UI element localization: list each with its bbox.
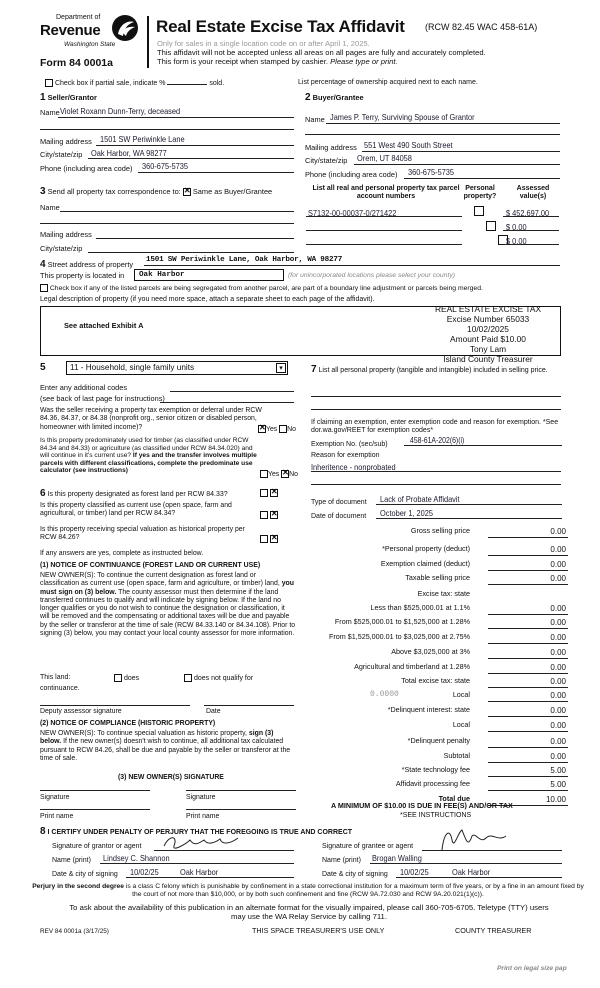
treasurer-use-only: THIS SPACE TREASURER'S USE ONLY — [252, 926, 385, 935]
grantor-date-label: Date & city of signing — [52, 871, 118, 878]
doc-type[interactable]: Lack of Probate Affidavit — [380, 494, 460, 504]
q-timber-bold: If yes and the transfer involves multiple parcels with different classifications, complete the predominate use calculator (see instructions) — [40, 452, 257, 475]
current-use-answers — [260, 511, 278, 520]
tax-row — [300, 527, 568, 539]
segregated-row — [40, 284, 483, 293]
forest-no-checkbox[interactable] — [270, 489, 278, 497]
tax-row-value[interactable]: 0.00 — [488, 706, 568, 717]
seller-heading — [40, 92, 97, 104]
seller-city[interactable]: Oak Harbor, WA 98277 — [91, 148, 167, 158]
tax-row-label: Local — [452, 690, 470, 699]
deputy-signature-label: Deputy assessor signature — [40, 708, 122, 715]
new-owner-print-label-2: Print name — [186, 813, 220, 820]
doc-date[interactable]: October 1, 2025 — [380, 508, 434, 518]
section-4-number: 4 — [40, 259, 46, 270]
legal-description-text: See attached Exhibit A — [64, 321, 144, 330]
assessed-value-1[interactable]: $ 452,697.00 — [506, 208, 550, 218]
does-not-label: does not qualify for — [193, 674, 254, 682]
tax-row-value[interactable]: 0.00 — [488, 677, 568, 688]
partial-sale-label: Check box if partial sale, indicate % — [54, 79, 166, 87]
notice-continuance-bold: you must sign on (3) below. — [40, 580, 294, 596]
historic-question: Is this property receiving special valuation as historical property per RCW 84.26? — [40, 526, 245, 542]
notice-compliance-bold: sign (3) below. — [40, 730, 274, 746]
current-use-question: Is this property classified as current use (open space, farm and agricultural, or timber) land per RCW 84.34? — [40, 502, 232, 518]
tax-row-label: *State technology fee — [401, 765, 470, 774]
notice-continuance-a: NEW OWNER(S): To continue the current designation as forest land or classification as current use (open space, farm and agriculture, or timber) land, — [40, 572, 280, 588]
partial-sale-sold: sold. — [209, 79, 225, 87]
tax-row-value[interactable]: 0.00 — [488, 648, 568, 659]
county-treasurer-label: COUNTY TREASURER — [455, 926, 532, 935]
subtitle-2-italic: Please type or print. — [330, 57, 398, 66]
does-option — [114, 674, 139, 683]
q-timber-answers — [260, 470, 298, 479]
tax-row-label: Taxable selling price — [405, 573, 470, 582]
located-city[interactable]: Oak Harbor — [134, 269, 284, 281]
logo-dept: Department of — [56, 14, 101, 21]
continuance-label: continuance. — [40, 685, 80, 692]
tax-row — [300, 574, 568, 586]
grantee-name-label: Name (print) — [322, 857, 361, 864]
buyer-mailing[interactable]: 551 West 490 South Street — [364, 140, 453, 150]
street-label: Street address of property — [47, 260, 134, 269]
stamp-line-4: Amount Paid $10.00 — [450, 333, 526, 344]
section-8-number: 8 — [40, 826, 46, 837]
tax-row-value[interactable]: 0.00 — [488, 663, 568, 674]
partial-sale-checkbox[interactable] — [45, 79, 53, 87]
q-timber-agriculture — [40, 437, 262, 475]
tax-row-label: Total due — [438, 794, 470, 803]
seller-city-label: City/state/zip — [40, 150, 83, 159]
does-not-checkbox[interactable] — [184, 674, 192, 682]
ownership-label: List percentage of ownership acquired next to each name. — [298, 79, 478, 86]
tax-row — [300, 663, 568, 675]
q-exemption-answers — [258, 425, 296, 434]
no-label: No — [289, 470, 298, 478]
perjury-bold: Perjury in the second degree — [32, 883, 124, 890]
does-not-option — [184, 674, 253, 683]
tax-row — [300, 633, 568, 645]
exemption-no-label: Exemption No. (sec/sub) — [311, 441, 388, 448]
exemption-reason-label: Reason for exemption — [311, 452, 380, 459]
deputy-date-label: Date — [206, 708, 221, 715]
grantee-signature-icon[interactable] — [436, 826, 526, 854]
personal-col-header: Personal property? — [463, 185, 497, 201]
revision-label: REV 84 0001a (3/17/25) — [40, 928, 109, 935]
forest-land-question: Is this property designated as forest land per RCW 84.33? — [47, 491, 228, 498]
tax-row-value[interactable]: 0.00 — [488, 545, 568, 556]
doc-type-label: Type of document — [311, 499, 367, 506]
located-label: This property is located in — [40, 271, 125, 280]
tax-row-label: Gross selling price — [410, 526, 470, 535]
buyer-city-label: City/state/zip — [305, 156, 348, 165]
land-use-value: 11 - Household, single family units — [70, 363, 195, 372]
tax-row — [300, 618, 568, 630]
grantee-signature-label: Signature of grantee or agent — [322, 843, 414, 850]
buyer-heading — [305, 92, 364, 104]
tax-row-value[interactable]: 10.00 — [488, 795, 568, 806]
perjury-text: is a class C felony which is punishable by confinement in a state correctional institution for a maximum term of five years, or by a fine in an amount fixed by the court of not more than $10,000, or by both such confinement and fine (RCW 9A.72.030 and RCW 9A.20.021(1)(c)). — [125, 883, 584, 899]
tax-row-value[interactable]: 0.00 — [488, 633, 568, 644]
timber-yes-checkbox[interactable] — [260, 470, 268, 478]
stamp-line-3: 10/02/2025 — [467, 323, 509, 334]
personal-property-checkbox-1[interactable] — [474, 206, 484, 216]
tax-row-label: *Delinquent interest: state — [387, 705, 470, 714]
yes-label: Yes — [268, 470, 280, 478]
new-owner-print-label-1: Print name — [40, 813, 74, 820]
tax-row — [300, 545, 568, 557]
tax-row-label: *Delinquent penalty — [407, 736, 470, 745]
current-use-yes-checkbox[interactable] — [260, 511, 268, 519]
exemption-number[interactable]: 458-61A-202(6)(i) — [410, 436, 465, 445]
grantee-name[interactable]: Brogan Walling — [372, 853, 422, 863]
buyer-phone-label: Phone (including area code) — [305, 170, 398, 179]
parcel-1[interactable]: S7132-00-00037-0/271422 — [308, 208, 397, 218]
tax-row-value[interactable]: 0.00 — [488, 752, 568, 763]
minimum-due-note: A MINIMUM OF $10.00 IS DUE IN FEE(S) AND/OR TAX — [331, 801, 513, 810]
notice-compliance-b: If the new owner(s) doesn't wish to continue, all additional tax calculated pursuant to RCW 84.26, shall be due and payable by the seller or transferor at the time of sale. — [40, 738, 291, 762]
seller-mailing-label: Mailing address — [40, 137, 92, 146]
stamp-line-1: REAL ESTATE EXCISE TAX — [434, 304, 542, 314]
certify-text: I CERTIFY UNDER PENALTY OF PERJURY THAT THE FOREGOING IS TRUE AND CORRECT — [47, 829, 353, 836]
logo-revenue: Revenue — [40, 22, 101, 39]
additional-codes-label: Enter any additional codes — [40, 383, 128, 392]
section-5-number: 5 — [40, 362, 46, 373]
assessed-value-3[interactable]: $ 0.00 — [506, 236, 527, 246]
grantee-date[interactable]: 10/02/25 — [400, 867, 429, 877]
notice-continuance-title: (1) NOTICE OF CONTINUANCE (FOREST LAND OR CURRENT USE) — [40, 562, 261, 569]
tax-row — [300, 737, 568, 749]
buyer-city[interactable]: Orem, UT 84058 — [357, 153, 412, 163]
tax-row-label: Above $3,025,000 at 3% — [391, 647, 470, 656]
notice-compliance-text — [40, 730, 296, 763]
section-3-city-label: City/state/zip — [40, 244, 83, 253]
tax-row-value[interactable]: 5.00 — [488, 766, 568, 777]
see-instructions-note: *SEE INSTRUCTIONS — [400, 812, 472, 819]
forest-answers — [260, 489, 278, 498]
local-rate: 0.0000 — [370, 690, 399, 699]
exemption-claim-label: If claiming an exemption, enter exemption code and reason for exemption. *See dor.wa.gov/REET for exemption codes* — [311, 419, 559, 435]
q-timber-text: Is this property predominately used for timber (as classified under RCW 84.34 and 84.33) or agriculture (as classified under RCW 84.34.020) and will continue in it's current use? — [40, 437, 253, 460]
timber-no-checkbox[interactable] — [281, 470, 289, 478]
logo-state: Washington State — [64, 41, 116, 48]
seller-name-label: Name — [40, 108, 60, 117]
located-note: (for unincorporated locations please select your county) — [288, 272, 455, 279]
section-3-mailing-label: Mailing address — [40, 230, 92, 239]
section-3-name-label: Name — [40, 203, 60, 212]
new-owner-signature-label-2: Signature — [186, 794, 216, 801]
legal-label: Legal description of property (if you need more space, attach a separate sheet to each page of the affidavit). — [40, 296, 375, 303]
personal-property-label: List all personal property (tangible and intangible) included in selling price. — [318, 367, 548, 374]
exemption-yes-checkbox[interactable] — [258, 425, 266, 433]
same-as-buyer-label: Same as Buyer/Grantee — [192, 187, 273, 196]
tax-row-value[interactable]: 0.00 — [488, 574, 568, 585]
buyer-phone[interactable]: 360-675-5735 — [408, 167, 455, 177]
tax-row-label: Excise tax: state — [417, 589, 470, 598]
tax-row-label: From $1,525,000.01 to $3,025,000 at 2.75% — [328, 632, 470, 641]
tax-row — [300, 560, 568, 572]
tax-row — [300, 677, 568, 689]
grantee-city[interactable]: Oak Harbor — [452, 867, 491, 877]
grantor-signature-label: Signature of grantor or agent — [52, 843, 142, 850]
tax-row — [300, 604, 568, 616]
subtitle-2-text: This form is your receipt when stamped by cashier. — [157, 57, 328, 66]
notice-continuance-b: The county assessor must then determine if the land transferred continues to qualify and will indicate by signing below. If the land no longer qualifies or you do not wish to continue the designation or classification, it will be removed and the compensating or additional taxes will be due and payable by the seller or transferor at the time of sale (RCW 84.33.140 or 84.34.108). Prior to signing (3) below, you may contact your local county assessor for more information. — [40, 588, 296, 637]
segregated-label: Check box if any of the listed parcels are being segregated from another parcel, are part of a boundary line adjustment or parcels being merged. — [49, 284, 483, 292]
form-title: Real Estate Excise Tax Affidavit — [156, 17, 405, 36]
forest-yes-checkbox[interactable] — [260, 489, 268, 497]
section-6-number: 6 — [40, 488, 46, 499]
exemption-no-checkbox[interactable] — [279, 425, 287, 433]
section-7-heading — [311, 363, 561, 376]
same-as-buyer-checkbox[interactable] — [183, 188, 191, 196]
alternate-format-notice: To ask about the availability of this publication in an alternate format for the visually impaired, please call 360-705-6705. Teletype (TTY) users may use the WA Relay Service by calling 711. — [69, 903, 549, 921]
land-use-select[interactable] — [66, 361, 288, 375]
tax-row-value[interactable]: 0.00 — [488, 737, 568, 748]
current-use-no-checkbox[interactable] — [270, 511, 278, 519]
tax-row — [300, 590, 568, 602]
tax-row — [300, 648, 568, 660]
buyer-mailing-label: Mailing address — [305, 143, 357, 152]
this-land-row — [40, 674, 70, 682]
partial-sale-row — [45, 79, 224, 88]
seller-name[interactable]: Violet Roxann Dunn-Terry, deceased — [60, 106, 181, 116]
grantor-city[interactable]: Oak Harbor — [180, 867, 219, 877]
seller-title: Seller/Grantor — [47, 93, 97, 102]
tax-row-label: From $525,000.01 to $1,525,000 at 1.28% — [334, 617, 470, 626]
subtitle-2 — [157, 57, 398, 66]
tax-row — [300, 766, 568, 778]
new-owner-signature-label-1: Signature — [40, 794, 70, 801]
personal-property-checkbox-2[interactable] — [486, 221, 496, 231]
tax-row — [300, 752, 568, 764]
seller-phone[interactable]: 360-675-5735 — [142, 161, 189, 171]
tax-row-label: Affidavit processing fee — [395, 779, 470, 788]
perjury-notice — [30, 883, 586, 899]
tax-row-label: Local — [452, 720, 470, 729]
if-yes-instructions: If any answers are yes, complete as instructed below. — [40, 550, 204, 557]
buyer-name-label: Name — [305, 115, 325, 124]
section-6-q1 — [40, 488, 228, 500]
subtitle-1: This affidavit will not be accepted unless all areas on all pages are fully and accurately completed. — [157, 48, 486, 57]
tax-row — [300, 721, 568, 733]
q-exemption-deferral: Was the seller receiving a property tax exemption or deferral under RCW 84.36, 84.37, or 84.38 (nonprofit org., senior citizen or disabled person, homeowner with limited income)? — [40, 407, 262, 431]
street-address[interactable]: 1501 SW Periwinkle Lane, Oak Harbor, WA 98277 — [146, 256, 343, 264]
stamp-line-6: Island County Treasurer — [443, 353, 533, 364]
section-3-label: Send all property tax correspondence to: — [47, 187, 181, 196]
treasurer-stamp — [420, 305, 556, 364]
tax-row-label: *Personal property (deduct) — [382, 544, 470, 553]
form-statute: (RCW 82.45 WAC 458-61A) — [425, 22, 538, 32]
grantor-name-label: Name (print) — [52, 857, 91, 864]
print-legal-note: Print on legal size pap — [497, 965, 567, 972]
grantor-signature-icon[interactable] — [160, 832, 250, 854]
this-land-label: This land: — [40, 674, 71, 681]
assessed-col-header: Assessed value(s) — [516, 185, 550, 201]
additional-codes-note: (see back of last page for instructions) — [40, 394, 165, 403]
buyer-title: Buyer/Grantee — [312, 93, 364, 102]
chevron-down-icon[interactable]: ▾ — [276, 363, 286, 373]
tax-row — [300, 780, 568, 792]
tax-row — [300, 706, 568, 718]
exemption-reason[interactable]: Inheritence - nonprobated — [311, 462, 396, 472]
tax-row-value[interactable]: 5.00 — [488, 780, 568, 791]
tax-row-value[interactable]: 0.00 — [488, 560, 568, 571]
no-label: No — [287, 425, 296, 433]
logo — [38, 14, 142, 58]
section-1-number: 1 — [40, 92, 46, 103]
tax-row-value[interactable]: 0.00 — [488, 691, 568, 702]
notice-compliance-a: NEW OWNER(S): To continue special valuation as historic property, — [40, 730, 247, 737]
grantee-date-label: Date & city of signing — [322, 871, 388, 878]
stamp-line-2: Excise Number 65033 — [446, 313, 530, 324]
tax-row-label: Less than $525,000.01 at 1.1% — [370, 603, 470, 612]
assessed-value-2[interactable]: $ 0.00 — [506, 222, 527, 232]
yes-label: Yes — [266, 425, 278, 433]
tax-row — [300, 691, 568, 703]
tax-row-label: Total excise tax: state — [401, 676, 470, 685]
does-checkbox[interactable] — [114, 674, 122, 682]
section-3-number: 3 — [40, 186, 46, 197]
historic-yes-checkbox[interactable] — [260, 535, 268, 543]
form-number: Form 84 0001a — [40, 57, 113, 69]
tax-row-value[interactable]: 0.00 — [488, 604, 568, 615]
new-owner-signature-title: (3) NEW OWNER(S) SIGNATURE — [118, 774, 224, 781]
segregated-checkbox[interactable] — [40, 284, 48, 292]
historic-answers — [260, 535, 278, 544]
seller-mailing[interactable]: 1501 SW Periwinkle Lane — [100, 134, 185, 144]
tax-row-label: Agricultural and timberland at 1.28% — [354, 662, 470, 671]
doc-date-label: Date of document — [311, 513, 367, 520]
tax-row-value[interactable]: 0.00 — [488, 721, 568, 732]
header-divider — [147, 16, 149, 68]
section-4-street-row — [40, 259, 133, 271]
tax-row-value[interactable]: 0.00 — [488, 527, 568, 538]
subtitle-gray: Only for sales in a single location code on or after April 1, 2025. — [157, 39, 370, 48]
tax-row-label: Subtotal — [443, 751, 470, 760]
historic-no-checkbox[interactable] — [270, 535, 278, 543]
parcel-col-header: List all real and personal property tax parcel account numbers — [312, 185, 460, 201]
tax-row-value[interactable]: 0.00 — [488, 618, 568, 629]
stamp-line-5: Tony Lam — [469, 343, 507, 354]
section-2-number: 2 — [305, 92, 311, 103]
grantor-name[interactable]: Lindsey C. Shannon — [103, 853, 170, 863]
tax-row-label: Exemption claimed (deduct) — [380, 559, 470, 568]
buyer-name[interactable]: James P. Terry, Surviving Spouse of Grantor — [330, 112, 475, 122]
section-7-number: 7 — [311, 364, 317, 375]
section-3-heading — [40, 186, 272, 198]
notice-compliance-title: (2) NOTICE OF COMPLIANCE (HISTORIC PROPERTY) — [40, 720, 216, 727]
seller-phone-label: Phone (including area code) — [40, 164, 133, 173]
does-label: does — [123, 674, 140, 682]
grantor-date[interactable]: 10/02/25 — [130, 867, 159, 877]
revenue-logo-icon — [110, 14, 140, 42]
notice-continuance-text — [40, 572, 296, 638]
